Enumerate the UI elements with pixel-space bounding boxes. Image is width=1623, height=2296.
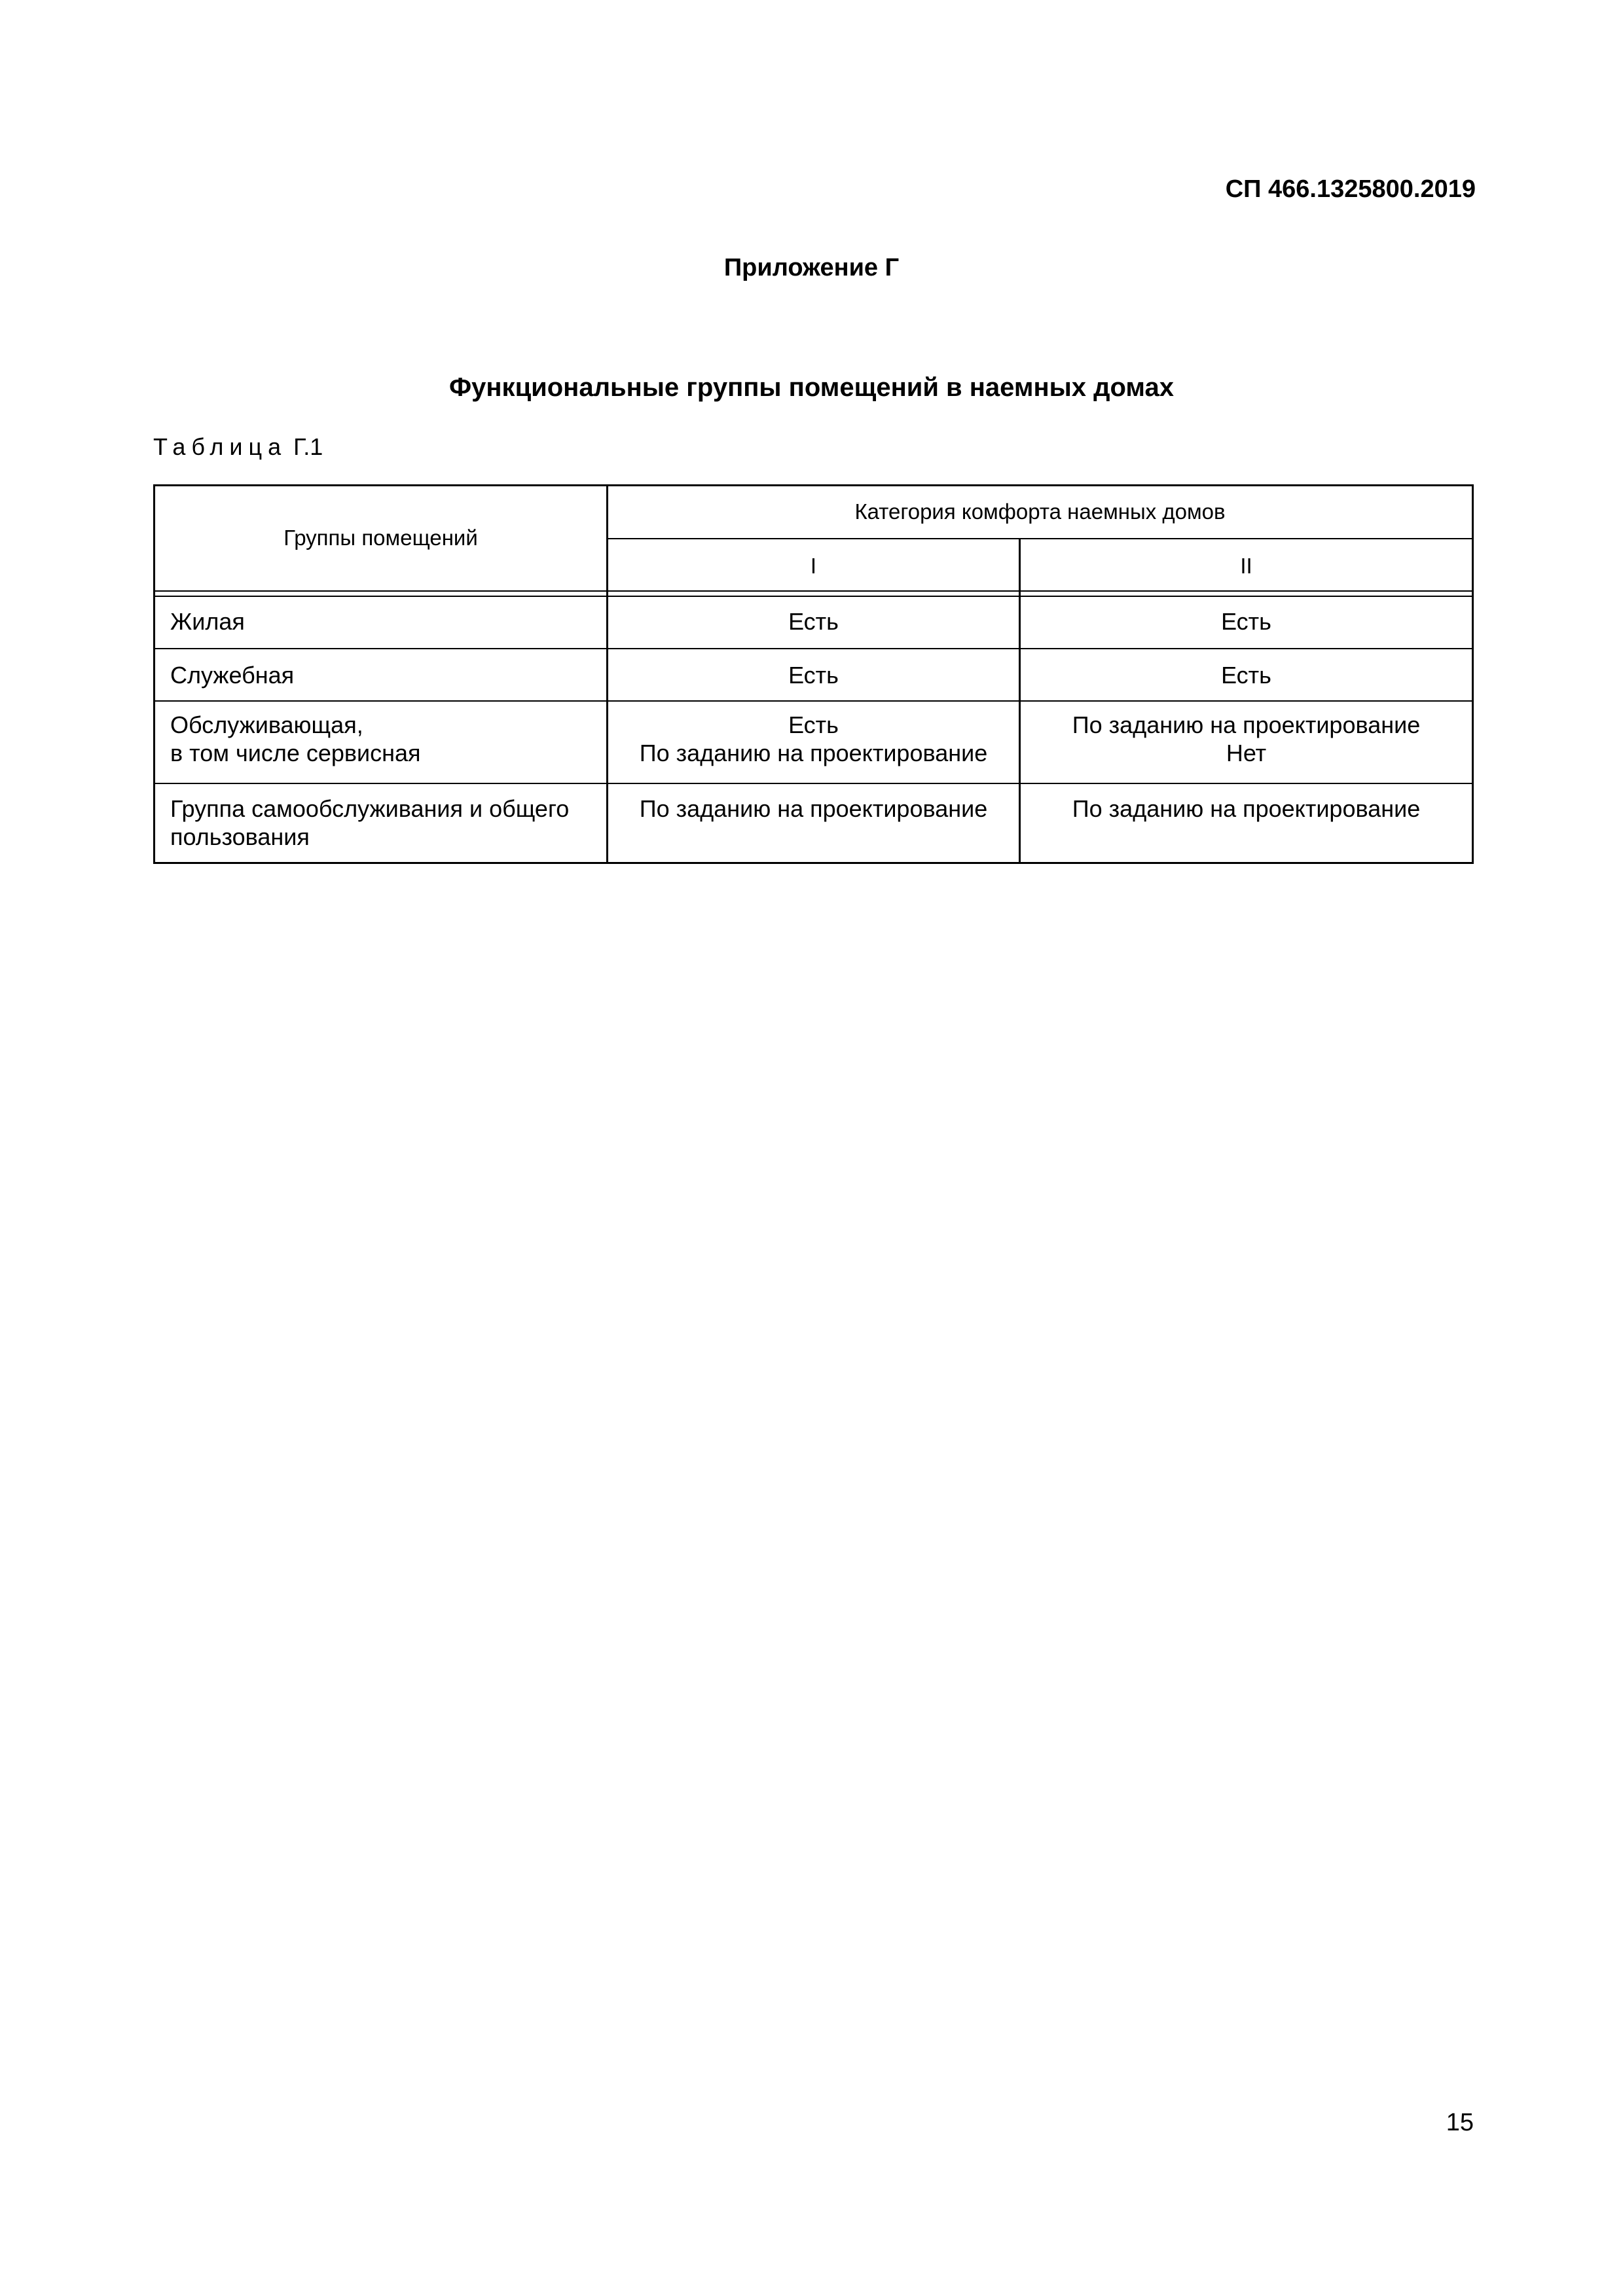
header-category-divider [607, 538, 1474, 539]
row-2-category-2: Есть [1221, 662, 1271, 689]
header-category: Категория комфорта наемных домов [854, 499, 1226, 524]
row-3-category-2-line-2: Нет [1226, 740, 1267, 766]
row-4-category-2: По заданию на проектирование [1072, 795, 1421, 822]
row-1-group: Жилая [170, 608, 245, 635]
table-label [153, 433, 323, 461]
row-4-group-line-1: Группа самообслуживания и общего [170, 795, 570, 822]
table-label-number: Г.1 [293, 433, 323, 460]
page-title: Функциональные группы помещений в наемных домах [449, 373, 1174, 402]
table-label-word: Таблица [153, 433, 287, 460]
table-border-bottom [153, 862, 1474, 864]
header-category-2: II [1240, 554, 1252, 578]
comfort-category-table [153, 484, 1474, 864]
header-body-divider-2 [153, 596, 1474, 597]
header-groups: Группы помещений [283, 526, 478, 550]
row-2-category-1: Есть [788, 662, 839, 689]
appendix-heading: Приложение Г [723, 254, 900, 281]
row-3-group [170, 711, 602, 767]
row-4-group [170, 795, 602, 851]
row-4-category-1: По заданию на проектирование [639, 795, 988, 822]
table-border-top [153, 484, 1474, 486]
row-3-group-line-1: Обслуживающая, [170, 711, 363, 738]
row-divider-2 [153, 700, 1474, 702]
row-1-category-1: Есть [788, 608, 839, 635]
page-number: 15 [1446, 2109, 1474, 2136]
row-divider-3 [153, 783, 1474, 784]
row-4-group-line-2: пользования [170, 823, 310, 850]
row-3-category-1-line-2: По заданию на проектирование [639, 740, 988, 766]
row-3-category-2 [1021, 711, 1472, 767]
row-1-category-2: Есть [1221, 608, 1271, 635]
row-2-group: Служебная [170, 662, 295, 689]
header-category-1: I [810, 554, 817, 578]
row-3-category-2-line-1: По заданию на проектирование [1072, 711, 1421, 738]
row-3-category-1-line-1: Есть [788, 711, 839, 738]
row-3-group-line-2: в том числе сервисная [170, 740, 421, 766]
header-body-divider-1 [153, 590, 1474, 592]
document-code: СП 466.1325800.2019 [1225, 175, 1476, 203]
row-divider-1 [153, 648, 1474, 649]
row-3-category-1 [608, 711, 1019, 767]
table-border-right [1472, 484, 1474, 864]
